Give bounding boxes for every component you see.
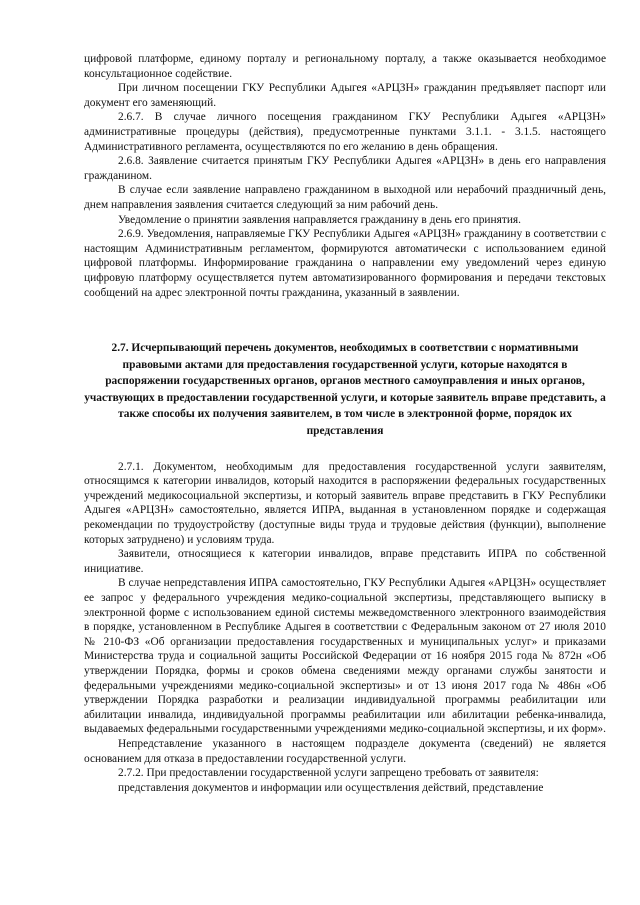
- paragraph-2-6-7: 2.6.7. В случае личного посещения гражданином ГКУ Республики Адыгея «АРЦЗН» административные процедуры (действия), предусмотренные пунктами 3.1.1. - 3.1.5. настоящего Административного регламента, осуществляются по его желанию в день обращения.: [84, 111, 606, 153]
- paragraph-own-initiative: Заявители, относящиеся к категории инвалидов, вправе представить ИПРА по собственной инициативе.: [84, 548, 606, 575]
- paragraph-2-6-8: 2.6.8. Заявление считается принятым ГКУ Республики Адыгея «АРЦЗН» в день его направления гражданином.: [84, 155, 606, 182]
- paragraph-2-7-1: 2.7.1. Документом, необходимым для предоставления государственной услуги заявителям, относящимся к категории инвалидов, который находится в распоряжении федеральных государственных учреждений медикосоциальной экспертизы, и который заявитель вправе представить в ГКУ Республики Адыгея «АРЦЗН» самостоятельно, является ИПРА, выданная в установленном порядке и содержащая рекомендации по трудоустройству (доступные виды труда и трудовые действия (функции), выполнение которых затруднено) и условиям труда.: [84, 460, 606, 546]
- spacer: [84, 300, 606, 318]
- paragraph-continuation: цифровой платформе, единому порталу и региональному порталу, а также оказывается необходимое консультационное содействие.: [84, 53, 606, 80]
- paragraph-passport: При личном посещении ГКУ Республики Адыгея «АРЦЗН» гражданин предъявляет паспорт или документ его заменяющий.: [84, 82, 606, 109]
- paragraph-holiday: В случае если заявление направлено гражданином в выходной или нерабочий праздничный день, днем направления заявления считается следующий за ним рабочий день.: [84, 184, 606, 211]
- paragraph-not-grounds: Непредставление указанного в настоящем подразделе документа (сведений) не является основанием для отказа в предоставлении государственной услуги.: [84, 737, 606, 765]
- paragraph-requirements: представления документов и информации или осуществления действий, представление: [118, 781, 544, 794]
- section-heading-2-7: 2.7. Исчерпывающий перечень документов, необходимых в соответствии с нормативными правовыми актами для предоставления государственной услуги, которые находятся в распоряжении государственных органов, органов местного самоуправления и иных органов, участвующих в предоставлении государственной услуги, и которые заявитель вправе представить, а также способы их получения заявителем, в том числе в электронной форме, порядок их представления: [84, 342, 606, 438]
- paragraph-2-6-9: 2.6.9. Уведомления, направляемые ГКУ Республики Адыгея «АРЦЗН» гражданину в соответствии с настоящим Административным регламентом, формируются автоматически с использованием единой цифровой платформы. Информирование гражданина о направлении ему уведомлений через единую цифровую платформу осуществляется путем автоматизированного формирования и передачи текстовых сообщений на адрес электронной почты гражданина, указанный в заявлении.: [84, 228, 606, 299]
- paragraph-request: В случае непредставления ИПРА самостоятельно, ГКУ Республики Адыгея «АРЦЗН» осуществляет ее запрос у федерального учреждения медико-социальной экспертизы, представляющего выписку в электронной форме с использованием единой системы межведомственного электронного взаимодействия в порядке, установленном в Республике Адыгея в соответствии с Федеральным законом от 27 июля 2010 № 210-ФЗ «Об организации предоставления государственных и муниципальных услуг» и приказами Министерства труда и социальной защиты Российской Федерации от 16 ноября 2015 года № 872н «Об утверждении Порядка, формы и сроков обмена сведениями между органами службы занятости и федеральными учреждениями медико-социальной экспертизы» и от 13 июня 2017 года № 486н «Об утверждении Порядка разработки и реализации индивидуальной программы реабилитации или абилитации инвалида, индивидуальной программы реабилитации или абилитации ребенка-инвалида, выдаваемых федеральными государственными учреждениями медико-социальной экспертизы, и их форм».: [84, 577, 606, 736]
- paragraph-notification: Уведомление о принятии заявления направляется гражданину в день его принятия.: [118, 213, 522, 226]
- paragraph-2-7-2: 2.7.2. При предоставлении государственной услуги запрещено требовать от заявителя:: [118, 767, 539, 780]
